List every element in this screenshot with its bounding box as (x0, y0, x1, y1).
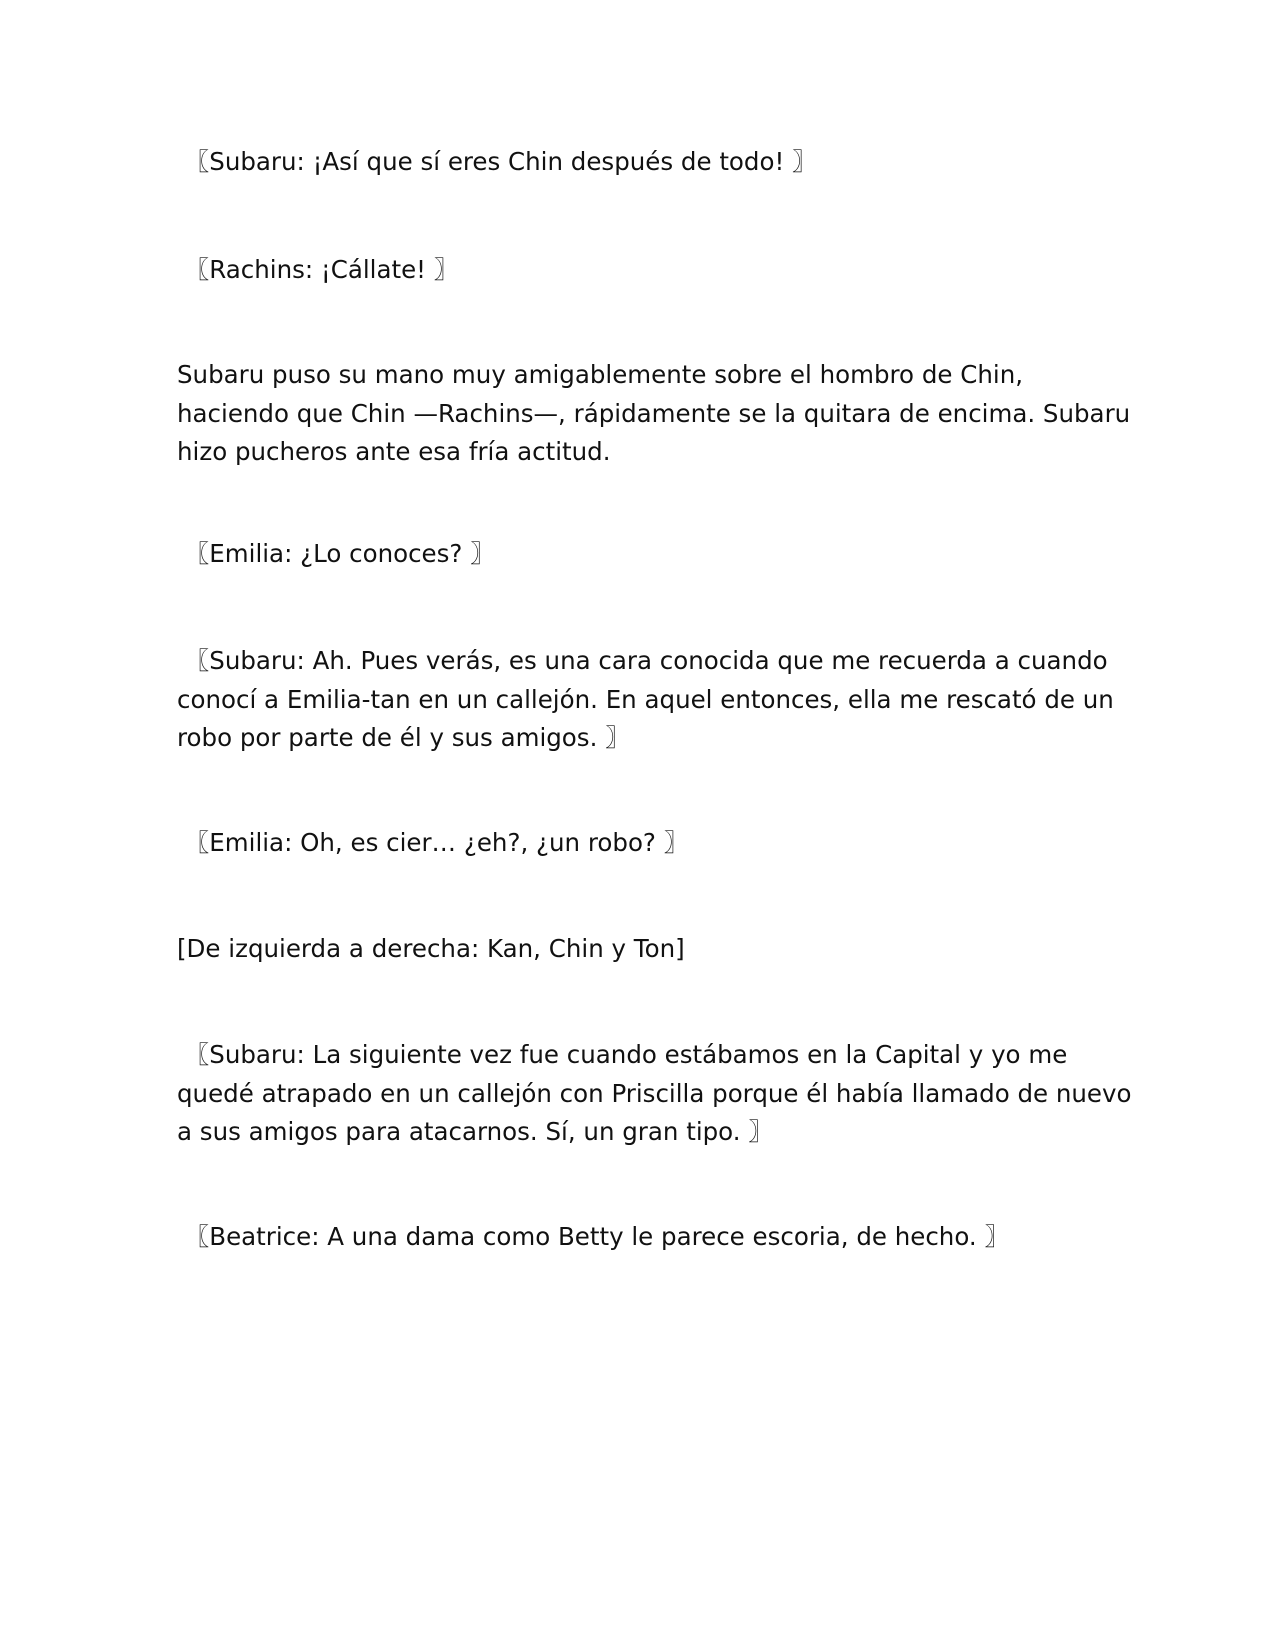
dialogue-emilia-2 (177, 824, 1107, 863)
dialogue-subaru-2 (177, 642, 1114, 758)
text-line: conocí a Emilia-tan en un callejón. En aquel entonces, ella me rescató de un (177, 684, 1114, 714)
text-line: 〖Subaru: Ah. Pues verás, es una cara conocida que me recuerda a cuando (177, 646, 1108, 675)
text-line: hizo pucheros ante esa fría actitud. (177, 437, 611, 466)
dialogue-subaru-3 (177, 1036, 1132, 1152)
text-line: [De izquierda a derecha: Kan, Chin y Ton] (177, 934, 685, 963)
text-line: 〖Beatrice: A una dama como Betty le parece escoria, de hecho. 〗 (177, 1222, 1009, 1251)
dialogue-subaru-1 (177, 143, 1107, 182)
text-line: 〖Emilia: Oh, es cier… ¿eh?, ¿un robo? 〗 (177, 828, 689, 857)
narration-paragraph (177, 356, 1131, 472)
dialogue-emilia-1 (177, 535, 1107, 574)
text-line: quedé atrapado en un callejón con Priscilla porque él había llamado de nuevo (177, 1078, 1132, 1108)
image-caption (177, 930, 1107, 969)
text-line: Subaru puso su mano muy amigablemente sobre el hombro de Chin, (177, 360, 1024, 389)
text-line: 〖Subaru: ¡Así que sí eres Chin después de todo! 〗 (177, 147, 817, 176)
dialogue-beatrice (177, 1218, 1107, 1257)
text-line: a sus amigos para atacarnos. Sí, un gran tipo. 〗 (177, 1117, 773, 1146)
text-line: 〖Rachins: ¡Cállate! 〗 (177, 255, 459, 284)
dialogue-rachins (177, 251, 1107, 290)
text-line: 〖Emilia: ¿Lo conoces? 〗 (177, 539, 495, 568)
text-line: robo por parte de él y sus amigos. 〗 (177, 723, 630, 752)
text-line: haciendo que Chin —Rachins—, rápidamente se la quitara de encima. Subaru (177, 398, 1131, 428)
text-line: 〖Subaru: La siguiente vez fue cuando estábamos en la Capital y yo me (177, 1040, 1068, 1069)
